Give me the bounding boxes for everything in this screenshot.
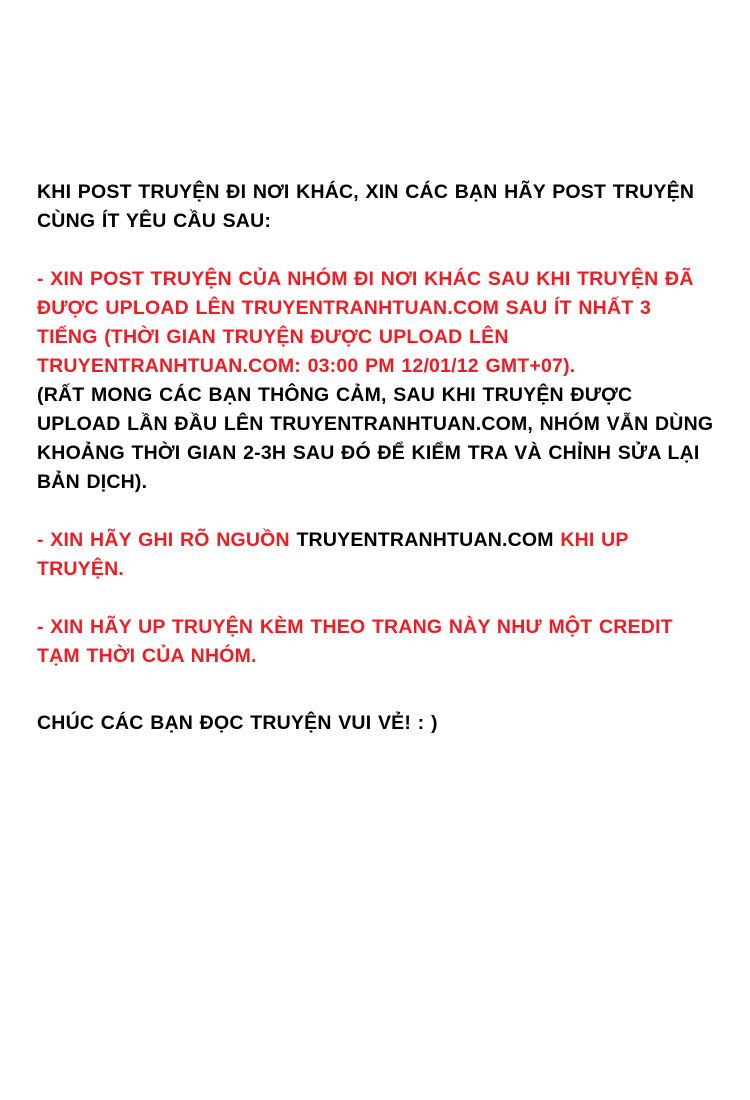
rule-2-paragraph [37,526,715,584]
rule-2-site-name: TRUYENTRANHTUAN.COM [296,529,554,551]
rule-2-text-lead: - XIN HÃY GHI RÕ NGUỒN [37,529,297,551]
rule-2-text-tail: KHI UP TRUYỆN. [37,529,629,580]
rule-1-paragraph: - XIN POST TRUYỆN CỦA NHÓM ĐI NƠI KHÁC SAU KHI TRUYỆN ĐÃ ĐƯỢC UPLOAD LÊN TRUYENTRANHTUAN.COM SAU ÍT NHẤT 3 TIẾNG (THỜI GIAN TRUYỆN ĐƯỢC UPLOAD LÊN TRUYENTRANHTUAN.COM: 03:00 PM 12/01/12 GMT+07). [37,268,694,377]
rule-1-note-paragraph: (RẤT MONG CÁC BẠN THÔNG CẢM, SAU KHI TRUYỆN ĐƯỢC UPLOAD LẦN ĐẦU LÊN TRUYENTRANHTUAN.COM, NHÓM VẪN DÙNG KHOẢNG THỜI GIAN 2-3H SAU ĐÓ ĐỂ KIỂM TRA VÀ CHỈNH SỬA LẠI BẢN DỊCH). [37,384,714,493]
spacer-1 [37,236,715,265]
rule-3-paragraph: - XIN HÃY UP TRUYỆN KÈM THEO TRANG NÀY NHƯ MỘT CREDIT TẠM THỜI CỦA NHÓM. [37,616,673,667]
intro-paragraph: KHI POST TRUYỆN ĐI NƠI KHÁC, XIN CÁC BẠN HÃY POST TRUYỆN CÙNG ÍT YÊU CẦU SAU: [37,181,695,232]
spacer-2 [37,497,715,526]
spacer-3 [37,584,715,613]
closing-paragraph: CHÚC CÁC BẠN ĐỌC TRUYỆN VUI VẺ! : ) [37,712,438,734]
spacer-4 [37,671,715,709]
notice-text-container [37,178,715,738]
